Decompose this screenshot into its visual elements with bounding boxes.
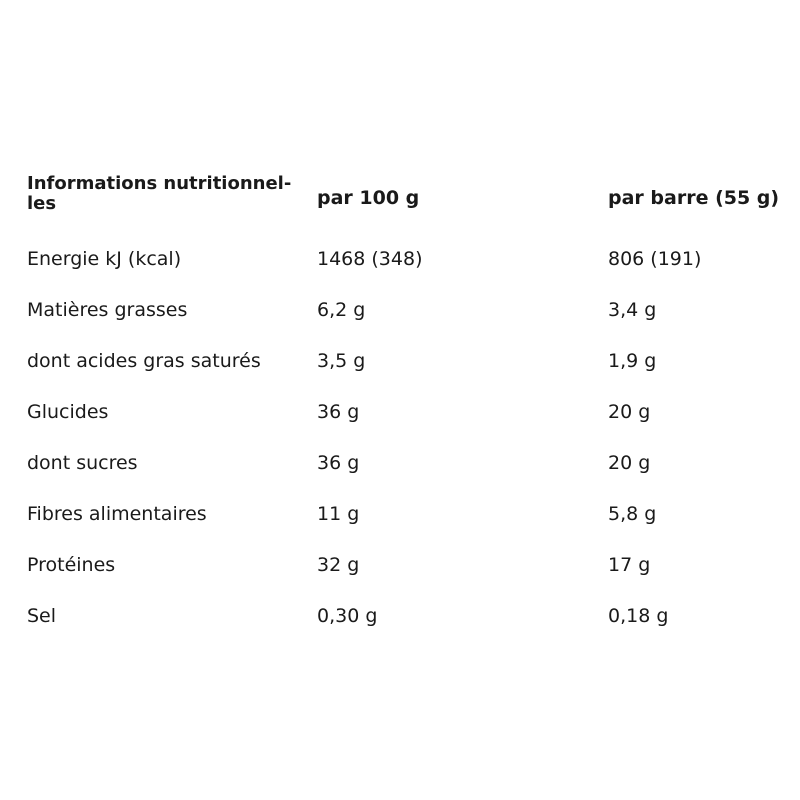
table-row (27, 452, 787, 503)
row-value-per-bar: 17 g (608, 554, 651, 576)
row-label: Glucides (27, 401, 109, 423)
row-label: Fibres alimentaires (27, 503, 207, 525)
row-value-per-bar: 20 g (608, 401, 651, 423)
row-value-per-100g: 3,5 g (317, 350, 366, 372)
header-label-line2: les (27, 193, 57, 214)
row-value-per-100g: 1468 (348) (317, 248, 423, 270)
row-label: dont acides gras saturés (27, 350, 261, 372)
row-value-per-bar: 806 (191) (608, 248, 702, 270)
row-value-per-100g: 36 g (317, 401, 360, 423)
table-row (27, 401, 787, 452)
header-per-bar: par barre (55 g) (608, 187, 780, 209)
row-value-per-100g: 6,2 g (317, 299, 366, 321)
row-value-per-100g: 36 g (317, 452, 360, 474)
row-label: Protéines (27, 554, 116, 576)
table-row (27, 605, 787, 656)
table-row (27, 503, 787, 554)
row-label: Sel (27, 605, 57, 627)
row-value-per-bar: 1,9 g (608, 350, 657, 372)
table-row (27, 350, 787, 401)
header-label (27, 174, 317, 214)
table-row (27, 299, 787, 350)
nutrition-table (27, 174, 787, 656)
header-label-line1: Informations nutritionnel- (27, 173, 292, 194)
row-value-per-bar: 0,18 g (608, 605, 669, 627)
row-value-per-bar: 20 g (608, 452, 651, 474)
row-label: Matières grasses (27, 299, 188, 321)
table-row (27, 554, 787, 605)
row-value-per-100g: 0,30 g (317, 605, 378, 627)
row-value-per-100g: 32 g (317, 554, 360, 576)
row-value-per-100g: 11 g (317, 503, 360, 525)
row-value-per-bar: 3,4 g (608, 299, 657, 321)
table-header-row (27, 174, 787, 248)
row-value-per-bar: 5,8 g (608, 503, 657, 525)
header-per-100g: par 100 g (317, 187, 420, 209)
row-label: Energie kJ (kcal) (27, 248, 182, 270)
row-label: dont sucres (27, 452, 138, 474)
table-row (27, 248, 787, 299)
